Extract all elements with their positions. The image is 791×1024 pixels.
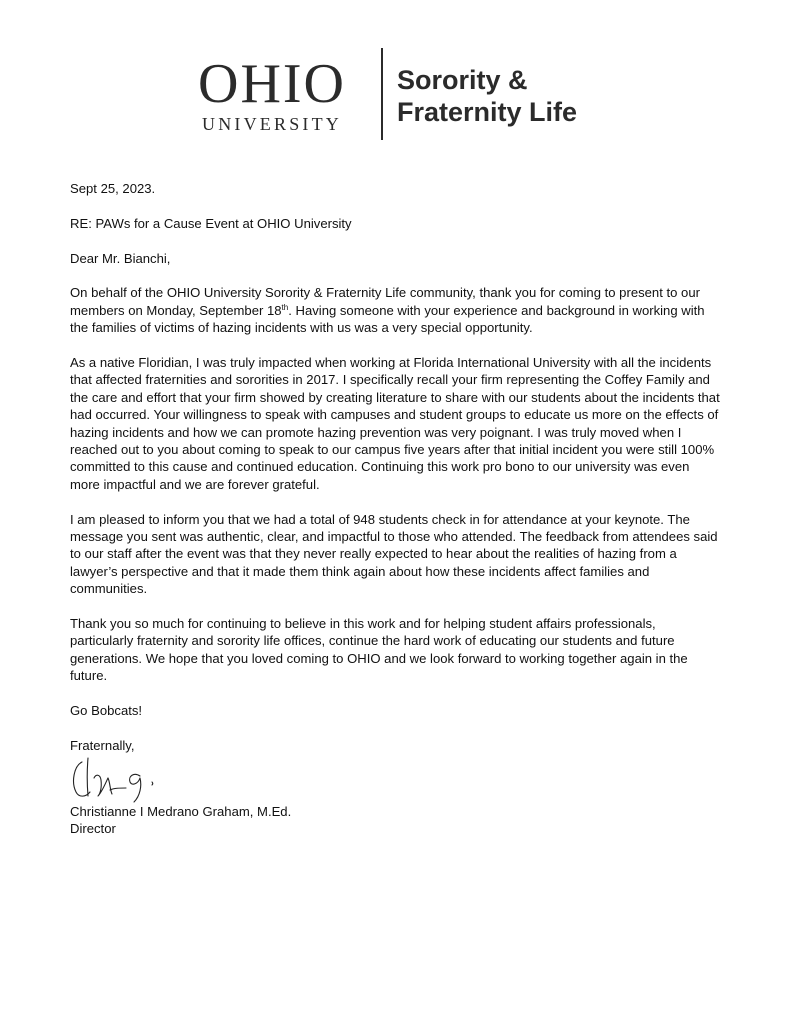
office-name <box>397 64 577 128</box>
letter-body <box>70 180 722 754</box>
letter-salutation: Dear Mr. Bianchi, <box>70 250 171 266</box>
office-name-line-2: Fraternity Life <box>397 97 578 127</box>
signature-block <box>70 803 291 838</box>
closing-cheer: Go Bobcats! <box>70 703 143 719</box>
letterhead <box>0 46 791 142</box>
closing-valediction: Fraternally, <box>70 737 135 753</box>
paragraph-4: Thank you so much for continuing to believe in this work and for helping student affairs professionals, particularly fraternity and sorority life offices, continue the hard work of educating our students and future generations. We hope that you loved coming to OHIO and we look forward to working together again in the future. <box>70 616 688 684</box>
paragraph-1-part-1: On behalf of the OHIO University Sorority & Fraternity Life community, thank you for coming to present to our members on Monday, September 18 <box>70 285 700 318</box>
ohio-university-logo <box>198 53 370 136</box>
paragraph-1-part-2: . Having someone with your experience and background in working with the families of victims of hazing incidents with us was a very special opportunity. <box>70 302 705 336</box>
letter-date: Sept 25, 2023. <box>70 181 156 196</box>
paragraph-1 <box>70 284 722 336</box>
ordinal-suffix: th <box>281 302 289 312</box>
office-name-line-1: Sorority & <box>397 65 528 95</box>
paragraph-3: I am pleased to inform you that we had a total of 948 students check in for attendance at your keynote. The message you sent was authentic, clear, and impactful to those who attended. The feedback from attendees said to our staff after the event was that they never really expected to hear about the realities of hazing from a lawyer’s perspective and that it made them think again about how these incidents affect families and communities. <box>70 511 718 597</box>
signer-title: Director <box>70 821 116 837</box>
letter-subject: RE: PAWs for a Cause Event at OHIO University <box>70 215 352 231</box>
letterhead-divider <box>381 48 383 140</box>
handwritten-signature <box>68 752 188 804</box>
logo-university-text: UNIVERSITY <box>202 114 342 134</box>
logo-ohio-text: OHIO <box>198 53 346 115</box>
signer-name: Christianne I Medrano Graham, M.Ed. <box>70 804 292 819</box>
paragraph-2: As a native Floridian, I was truly impacted when working at Florida International University with all the incidents that affected fraternities and sororities in 2017. I specifically recall your firm representing the Coffey Family and the care and effort that your firm showed by creating literature to share with our students about the incidents that had occurred. Your willingness to speak with campuses and student groups to educate us more on the effects of hazing incidents and how we can promote hazing prevention was very poignant. I was truly moved when I reached out to you about coming to speak to our campus five years after that initial incident you were still 100% committed to this cause and continued education. Continuing this work pro bono to our university was even more impactful and we are forever grateful. <box>70 355 720 492</box>
